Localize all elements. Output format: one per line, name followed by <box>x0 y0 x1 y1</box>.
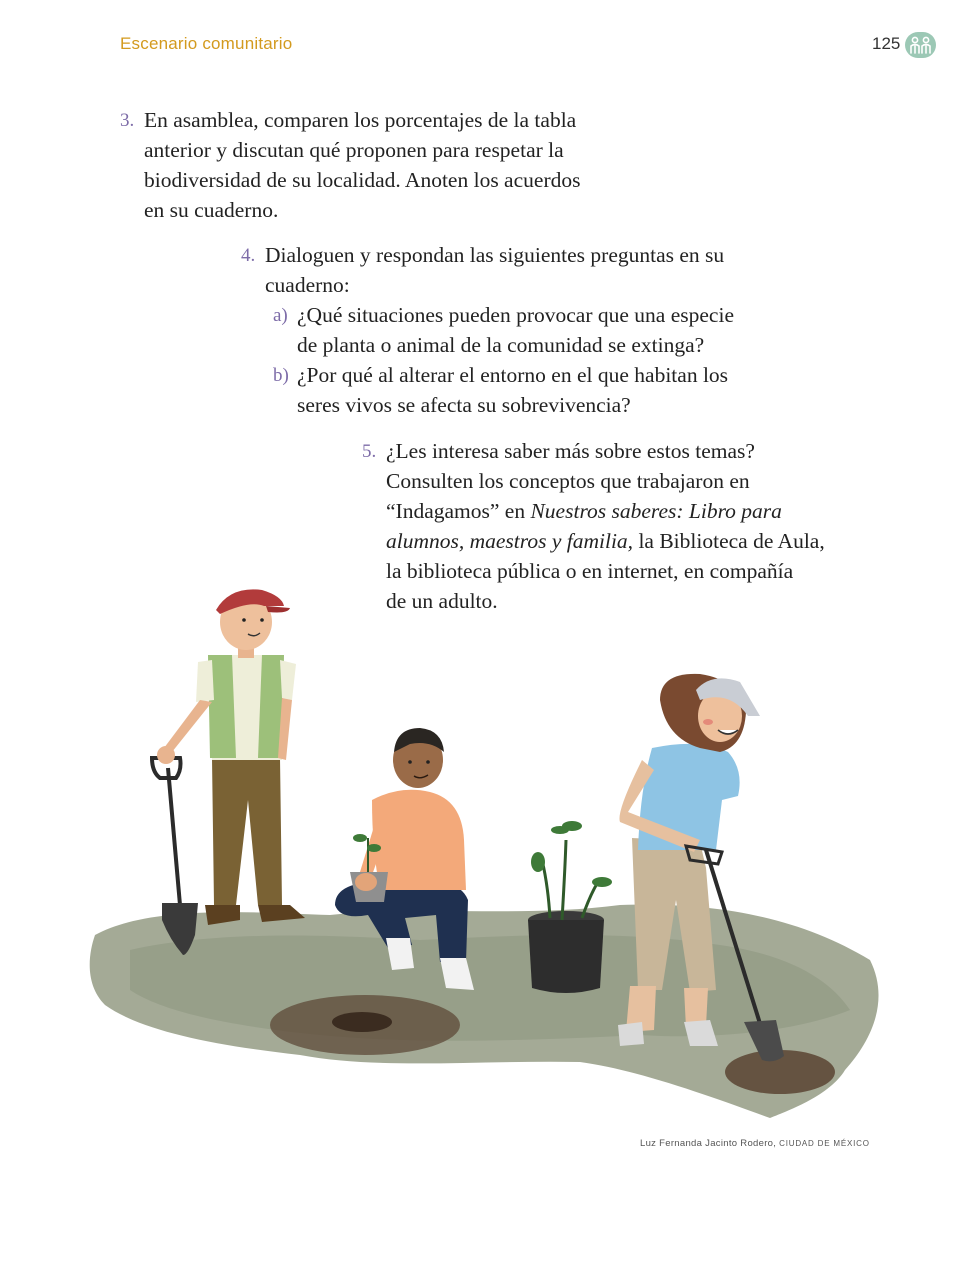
text-line: Consulten los conceptos que trabajaron en <box>386 469 750 493</box>
list-number: 3. <box>120 110 135 131</box>
sub-item-b <box>273 360 729 420</box>
list-number: 5. <box>362 441 377 462</box>
list-item-4 <box>241 240 725 300</box>
text-line <box>386 496 825 526</box>
book-title-italic: Nuestros saberes: Libro para <box>530 499 782 523</box>
plant-pot <box>528 821 612 993</box>
section-title: Escenario comunitario <box>120 34 293 53</box>
text-line: biodiversidad de su localidad. Anoten los acuerdos <box>144 168 581 192</box>
text-line <box>386 526 825 556</box>
illustration-credit <box>640 1138 870 1149</box>
sub-letter: b) <box>273 365 289 386</box>
book-title-italic: alumnos, maestros y familia, <box>386 529 634 553</box>
text-line: Dialoguen y respondan las siguientes preguntas en su <box>265 243 725 267</box>
sub-item-a <box>273 300 734 360</box>
text-plain: “Indagamos” en <box>386 499 531 523</box>
list-number: 4. <box>241 245 256 266</box>
text-line: ¿Les interesa saber más sobre estos temas? <box>386 439 755 463</box>
text-line: de un adulto. <box>386 589 498 613</box>
text-line: ¿Qué situaciones pueden provocar que una especie <box>297 303 734 327</box>
community-icon <box>905 32 936 58</box>
children-planting-illustration <box>0 570 968 1130</box>
sub-letter: a) <box>273 305 288 326</box>
text-line: anterior y discutan qué proponen para respetar la <box>144 138 564 162</box>
text-line: cuaderno: <box>265 273 350 297</box>
text-plain: la Biblioteca de Aula, <box>633 529 825 553</box>
credit-place: CIUDAD DE MÉXICO <box>779 1139 870 1148</box>
text-line: ¿Por qué al alterar el entorno en el que habitan los <box>297 363 729 387</box>
boy-with-shovel <box>152 589 305 955</box>
text-line: en su cuaderno. <box>144 198 279 222</box>
credit-author: Luz Fernanda Jacinto Rodero, <box>640 1138 780 1149</box>
text-line: seres vivos se afecta su sobrevivencia? <box>297 393 631 417</box>
text-line: la biblioteca pública o en internet, en compañía <box>386 559 794 583</box>
page-number: 125 <box>872 34 901 53</box>
list-item-3 <box>120 105 581 225</box>
text-line: En asamblea, comparen los porcentajes de la tabla <box>144 108 577 132</box>
text-line: de planta o animal de la comunidad se extinga? <box>297 333 705 357</box>
